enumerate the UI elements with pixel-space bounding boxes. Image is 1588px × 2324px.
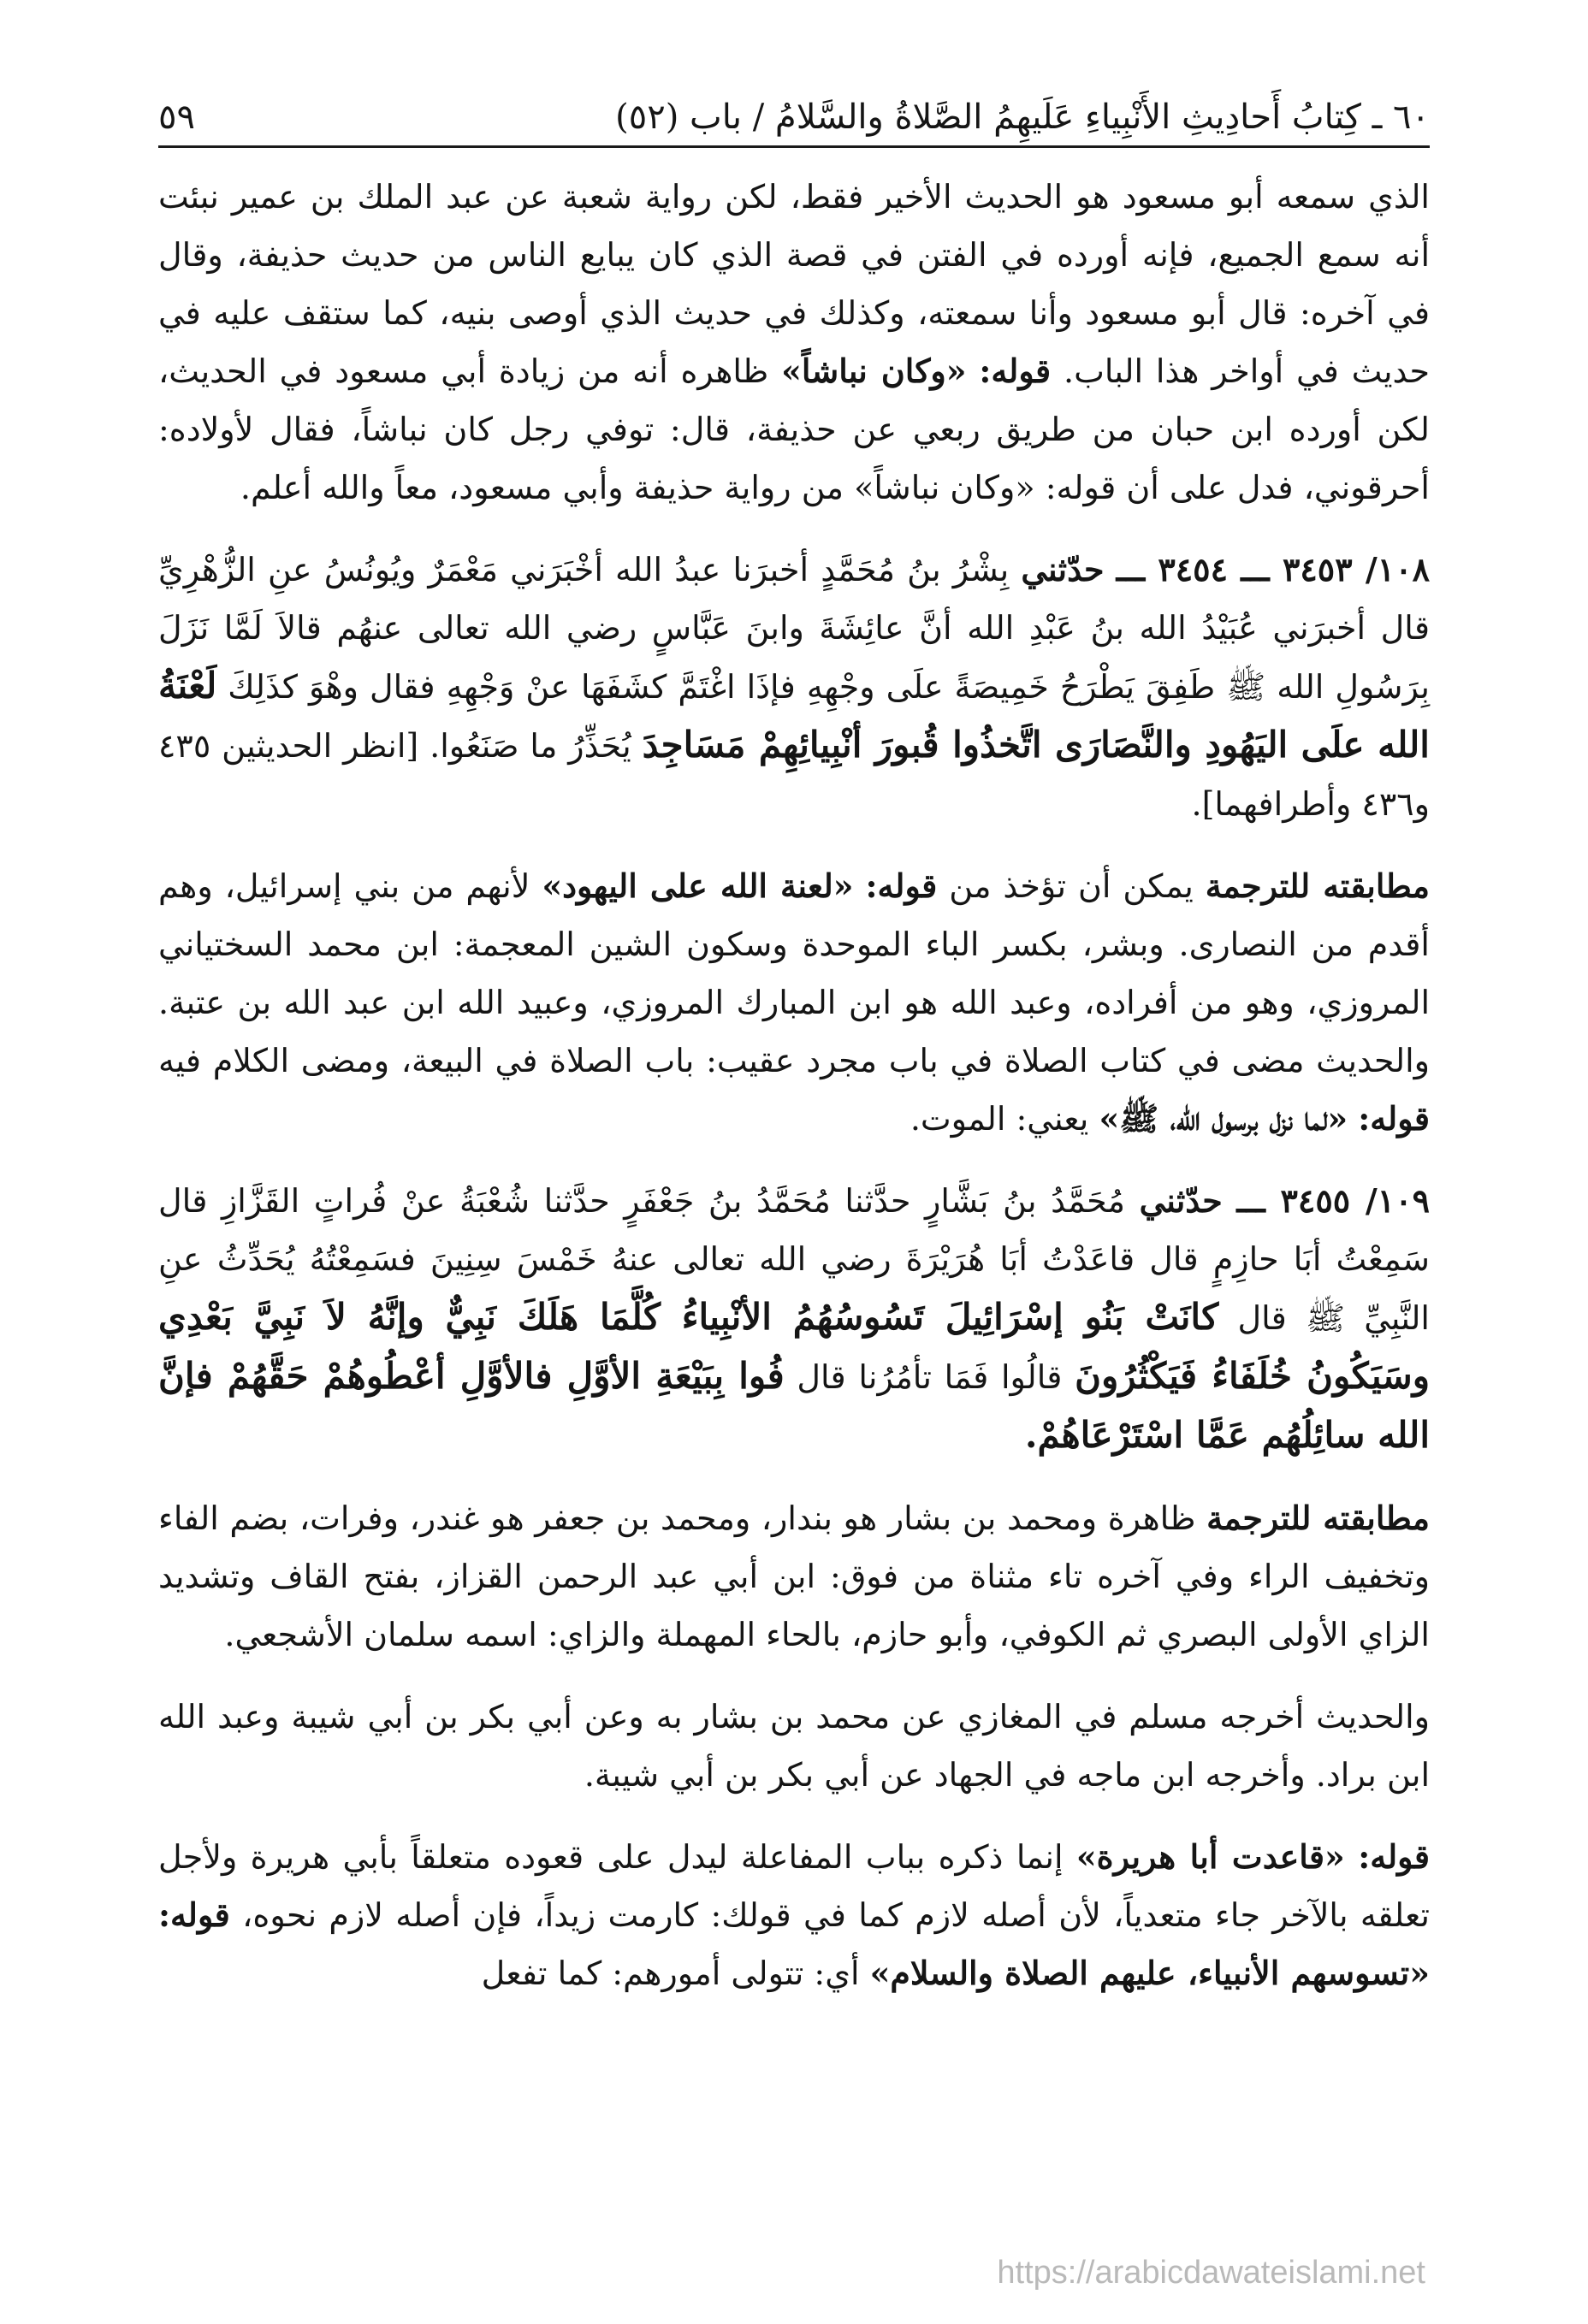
page-number: ٥٩ [158, 98, 195, 137]
commentary-paragraph [158, 1688, 1430, 1804]
commentary-paragraph [158, 168, 1430, 517]
commentary-text: ظاهره أنه من زيادة أبي مسعود في الحديث، لكن أورده ابن حبان من طريق ربعي عن حذيفة، قال: توفي رجل كان نباشاً، فقال لأولاده: أحرقوني، فدل على أن قوله: «وكان نباشاً» من رواية حذيفة وأبي مسعود، معاً والله أعلم. [158, 352, 1430, 506]
page-body [158, 168, 1430, 2002]
qawluhu-label: قوله: [1358, 1099, 1430, 1138]
qawluhu-label: قوله: [865, 866, 938, 905]
hadith-108 [158, 541, 1430, 833]
qawluhu-label: قوله: [158, 1895, 230, 1934]
commentary-text: والحديث أخرجه مسلم في المغازي عن محمد بن بشار به وعن أبي بكر بن أبي شيبة وعبد الله ابن براد. وأخرجه ابن ماجه في الجهاد عن أبي بكر بن أبي شيبة. [158, 1698, 1430, 1794]
hadith-109 [158, 1172, 1430, 1465]
commentary-text: لأنهم من بني إسرائيل، وهم أقدم من النصارى. وبشر، بكسر الباء الموحدة وسكون الشين المعجمة: ابن محمد السختياني المروزي، وهو من أفراده، وعبد الله هو ابن المبارك المروزي، وعبيد الله ابن عبد الله بن عتبة. والحديث مضى في كتاب الصلاة في باب مجرد عقيب: باب الصلاة في البيعة، ومضى الكلام فيه [158, 867, 1430, 1079]
haddatha-word: حدّثني [1139, 1181, 1223, 1220]
page-header [158, 79, 1430, 148]
hadith-number: ١٠٩/ ٣٤٥٥ ـــ [1236, 1181, 1431, 1220]
commentary-paragraph [158, 857, 1430, 1148]
watermark-url: https://arabicdawateislami.net [997, 2255, 1425, 2291]
hadith-tail: يُحَذِّرُ ما صَنَعُوا. [انظر الحديثين ٤٣٥ و٤٣٦ وأطرافهما]. [158, 727, 1430, 823]
quoted-phrase: «قاعدت أبا هريرة» [1075, 1837, 1345, 1876]
hadith-isnad: بِشْرُ بنُ مُحَمَّدٍ أخبرَنا عبدُ الله أخْبَرَني مَعْمَرٌ ويُونُسُ عنِ الزُّهْرِيِّ قال أخبرَني عُبَيْدُ الله بنُ عَبْدِ الله أنَّ عائِشَةَ وابنَ عَبَّاسٍ رضي الله تعالى عنهُم قالاَ لَمَّا نَزَلَ بِرَسُولِ الله ﷺ طَفِقَ يَطْرَحُ خَمِيصَةً علَى وجْهِهِ فإذَا اغْتَمَّ كشَفَهَا عنْ وَجْهِهِ فقال وهْوَ كذَلِكَ [158, 551, 1430, 706]
hadith-text: قالُوا فَمَا تأمُرُنا قال [797, 1358, 1063, 1396]
haddatha-word: حدّثني [1021, 550, 1105, 588]
commentary-text: يمكن أن تؤخذ من [949, 867, 1194, 905]
mutabaqa-label: مطابقته للترجمة [1206, 1499, 1430, 1537]
quoted-phrase: «لعنة الله على اليهود» [542, 866, 854, 905]
hadith-number: ١٠٨/ ٣٤٥٣ ـــ ٣٤٥٤ ـــ [1116, 550, 1431, 588]
quoted-phrase: «وكان نباشاً» [781, 352, 967, 390]
commentary-paragraph [158, 1489, 1430, 1664]
hadith-matn: فُوا بِبَيْعَةِ الأوَّلِ فالأوَّلِ أعْطُوهُمْ حَقَّهُمْ فإنَّ الله سائِلُهُم عَمَّا اسْتَرْعَاهُمْ. [158, 1355, 1430, 1456]
qawluhu-label: قوله: [979, 352, 1052, 390]
hadith-matn: لَعْنَةُ الله علَى اليَهُودِ والنَّصَارَى اتَّخذُوا قُبورَ أنْبِيائِهِمْ مَسَاجِدَ [158, 665, 1430, 766]
commentary-text: ظاهرة ومحمد بن بشار هو بندار، ومحمد بن جعفر هو غندر، وفرات، بضم الفاء وتخفيف الراء وفي آخره تاء مثناة من فوق: ابن أبي عبد الرحمن القزاز، بفتح القاف وتشديد الزاي الأولى البصري ثم الكوفي، وأبو حازم، بالحاء المهملة والزاي: اسمه سلمان الأشجعي. [158, 1499, 1431, 1653]
commentary-text: يعني: الموت. [910, 1100, 1089, 1138]
commentary-paragraph [158, 1828, 1430, 2002]
commentary-text: أي: تتولى أمورهم: كما تفعل [481, 1954, 860, 1992]
quoted-phrase: «لما نزل برسول الله، ﷺ» [1099, 1099, 1348, 1138]
running-title: ٦٠ ـ كِتابُ أَحادِيثِ الأَنْبِياءِ عَلَيهِمُ الصَّلاةُ والسَّلامُ / باب (٥٢) [615, 98, 1430, 137]
hadith-isnad: مُحَمَّدُ بنُ بَشَّارٍ حدَّثنا مُحَمَّدُ بنُ جَعْفَرٍ حدَّثنا شُعْبَةُ عنْ فُراتٍ القَزَّازِ قال سَمِعْتُ أبَا حازِمٍ قال قاعَدْتُ أبَا هُرَيْرَةَ رضي الله تعالى عنهُ خَمْسَ سِنِينَ فسَمِعْتُهُ يُحَدِّثُ عنِ النَّبِيِّ ﷺ قال [158, 1182, 1430, 1337]
commentary-text: إنما ذكره بباب المفاعلة ليدل على قعوده متعلقاً بأبي هريرة ولأجل تعلقه بالآخر جاء متعدياً، لأن أصله لازم كما في قولك: كارمت زيداً، فإن أصله لازم نحوه، [158, 1838, 1430, 1934]
hadith-matn: كانَتْ بَنُو إسْرَائِيلَ تَسُوسُهُمُ الأنْبِياءُ كُلَّمَا هَلَكَ نَبِيٌّ وإنَّهُ لاَ نَبِيَّ بَعْدِي وسَيَكُونُ خُلَفَاءُ فَيَكْثُرُونَ [158, 1296, 1430, 1397]
mutabaqa-label: مطابقته للترجمة [1205, 866, 1430, 905]
qawluhu-label: قوله: [1358, 1837, 1430, 1876]
commentary-text: الذي سمعه أبو مسعود هو الحديث الأخير فقط، لكن رواية شعبة عن عبد الملك بن عمير نبئت أنه سمع الجميع، فإنه أورده في الفتن في قصة الذي كان يبايع الناس من حديث حذيفة، وقال في آخره: قال أبو مسعود وأنا سمعته، وكذلك في حديث الذي أوصى بنيه، كما ستقف عليه في حديث في أواخر هذا الباب. [158, 178, 1430, 390]
quoted-phrase: «تسوسهم الأنبياء، عليهم الصلاة والسلام» [869, 1954, 1430, 1992]
